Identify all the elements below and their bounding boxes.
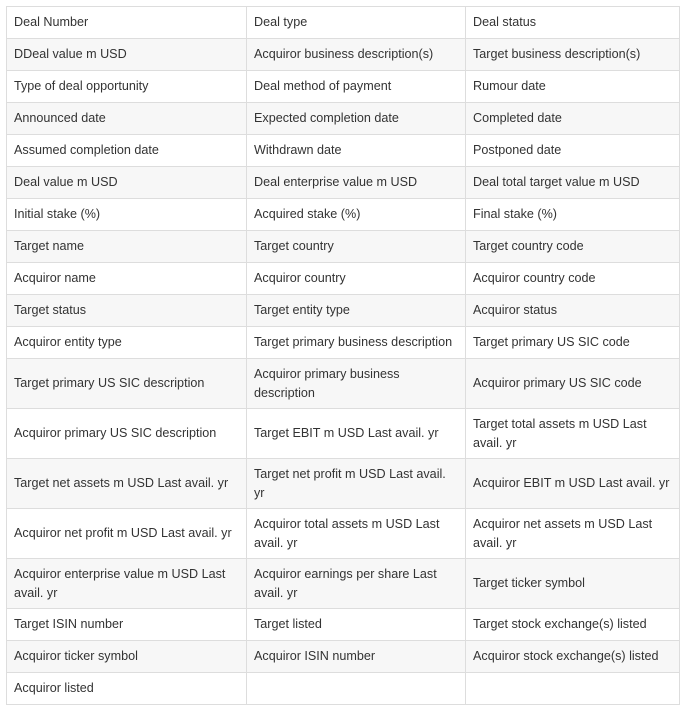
table-cell: DDeal value m USD [7,39,247,71]
table-cell: Expected completion date [247,103,466,135]
table-cell: Announced date [7,103,247,135]
table-cell: Acquiror country code [466,263,680,295]
table-cell: Target business description(s) [466,39,680,71]
table-cell: Assumed completion date [7,135,247,167]
table-cell: Acquired stake (%) [247,199,466,231]
table-cell [466,673,680,705]
table-cell: Rumour date [466,71,680,103]
table-row [7,509,680,559]
table-cell [247,673,466,705]
table-cell: Acquiror net assets m USD Last avail. yr [466,509,680,559]
table-cell: Target status [7,295,247,327]
table-cell: Acquiror total assets m USD Last avail. yr [247,509,466,559]
table-cell: Initial stake (%) [7,199,247,231]
table-row [7,673,680,705]
table-cell: Target primary business description [247,327,466,359]
table-cell: Target name [7,231,247,263]
table-cell: Acquiror status [466,295,680,327]
table-cell: Postponed date [466,135,680,167]
table-cell: Withdrawn date [247,135,466,167]
table-cell: Deal value m USD [7,167,247,199]
table-cell: Acquiror primary US SIC description [7,409,247,459]
table-cell: Acquiror entity type [7,327,247,359]
table-cell: Deal Number [7,7,247,39]
table-cell: Acquiror ISIN number [247,641,466,673]
table-cell: Acquiror country [247,263,466,295]
table-row [7,7,680,39]
table-cell: Type of deal opportunity [7,71,247,103]
table-cell: Deal total target value m USD [466,167,680,199]
table-cell: Target entity type [247,295,466,327]
table-cell: Target net profit m USD Last avail. yr [247,459,466,509]
table-row [7,231,680,263]
table-row [7,359,680,409]
table-row [7,327,680,359]
table-row [7,135,680,167]
deal-fields-table [6,6,680,705]
table-row [7,167,680,199]
table-cell: Acquiror earnings per share Last avail. yr [247,559,466,609]
table-cell: Deal method of payment [247,71,466,103]
table-cell: Deal type [247,7,466,39]
table-cell: Acquiror business description(s) [247,39,466,71]
table-cell: Final stake (%) [466,199,680,231]
table-cell: Target stock exchange(s) listed [466,609,680,641]
table-cell: Completed date [466,103,680,135]
table-row [7,199,680,231]
table-cell: Acquiror net profit m USD Last avail. yr [7,509,247,559]
table-cell: Target ticker symbol [466,559,680,609]
table-cell: Target primary US SIC code [466,327,680,359]
table-cell: Deal enterprise value m USD [247,167,466,199]
table-row [7,103,680,135]
table-cell: Acquiror stock exchange(s) listed [466,641,680,673]
table-cell: Acquiror ticker symbol [7,641,247,673]
table-cell: Acquiror listed [7,673,247,705]
table-cell: Target listed [247,609,466,641]
table-row [7,71,680,103]
table-cell: Target net assets m USD Last avail. yr [7,459,247,509]
table-cell: Target country code [466,231,680,263]
table-cell: Acquiror EBIT m USD Last avail. yr [466,459,680,509]
table-cell: Acquiror name [7,263,247,295]
table-cell: Acquiror primary US SIC code [466,359,680,409]
table-cell: Target ISIN number [7,609,247,641]
table-row [7,295,680,327]
table-row [7,641,680,673]
table-row [7,409,680,459]
table-cell: Target EBIT m USD Last avail. yr [247,409,466,459]
field-table-container [6,6,679,705]
table-cell: Deal status [466,7,680,39]
table-row [7,263,680,295]
table-cell: Target country [247,231,466,263]
table-cell: Acquiror primary business description [247,359,466,409]
table-cell: Acquiror enterprise value m USD Last avail. yr [7,559,247,609]
table-row [7,459,680,509]
table-row [7,39,680,71]
table-cell: Target primary US SIC description [7,359,247,409]
table-cell: Target total assets m USD Last avail. yr [466,409,680,459]
table-row [7,609,680,641]
table-row [7,559,680,609]
